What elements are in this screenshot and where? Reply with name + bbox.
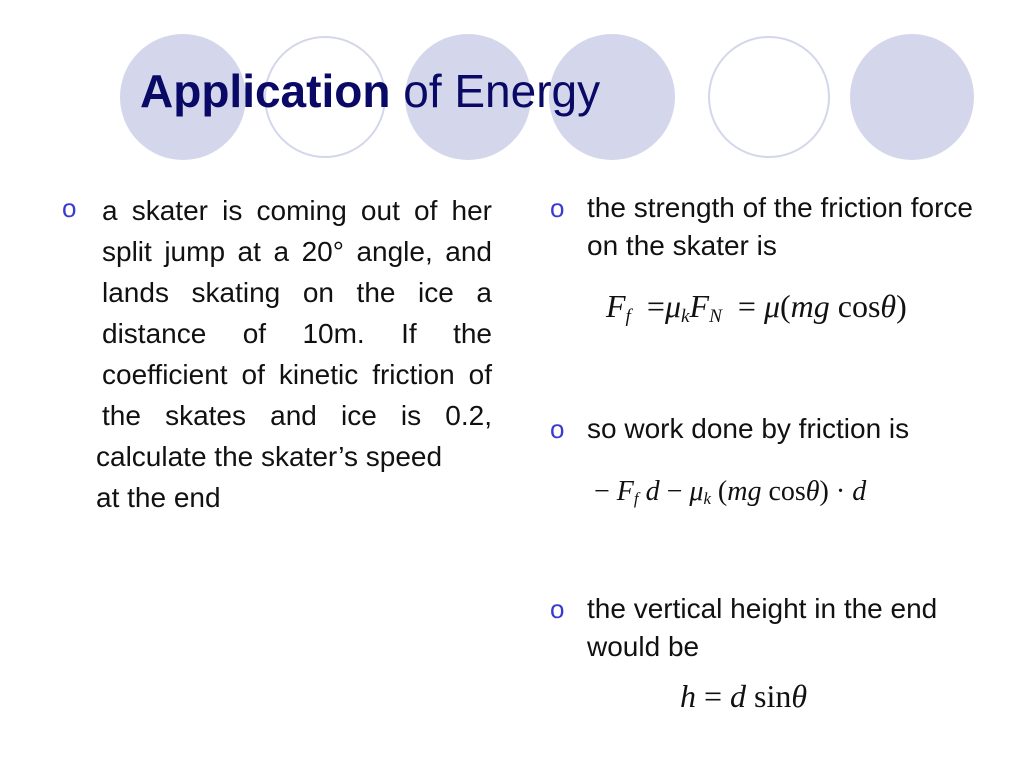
left-bullet-text: a skater is coming out of her split jump at a 20° angle, and lands skating on the ice a distance of 10m. If the coefficient of kinetic friction of the skates and ice is 0.2, [102,195,492,431]
right-bullet-2: so work done by friction is [587,413,910,444]
left-overlay-line-1: calculate the skater’s speed [96,441,443,472]
slide-title [140,65,601,117]
equation-height: h = d sinθ [680,678,808,714]
bullet-icon: o [62,193,77,223]
decor-circle-5 [708,36,830,158]
left-overlay-line-2: at the end [96,482,221,513]
equation-friction-force: $F_f =\mu_kF_N = \mu(mg$ cosθ) [606,288,907,327]
equation-work-friction: − $F_f$ $d - \mu_k$ (mg cosθ) · d [594,476,867,509]
right-bullet-3: the vertical height in the end would be [587,593,938,662]
title-rest: of Energy [390,65,601,117]
bullet-icon: o [550,594,565,624]
decor-circle-6 [850,34,974,160]
right-bullet-1: the strength of the friction force on the skater is [587,192,973,261]
left-overlay-text [96,436,442,518]
bullet-icon: o [550,193,565,223]
bullet-icon: o [550,414,565,444]
title-bold: Application [140,65,391,117]
